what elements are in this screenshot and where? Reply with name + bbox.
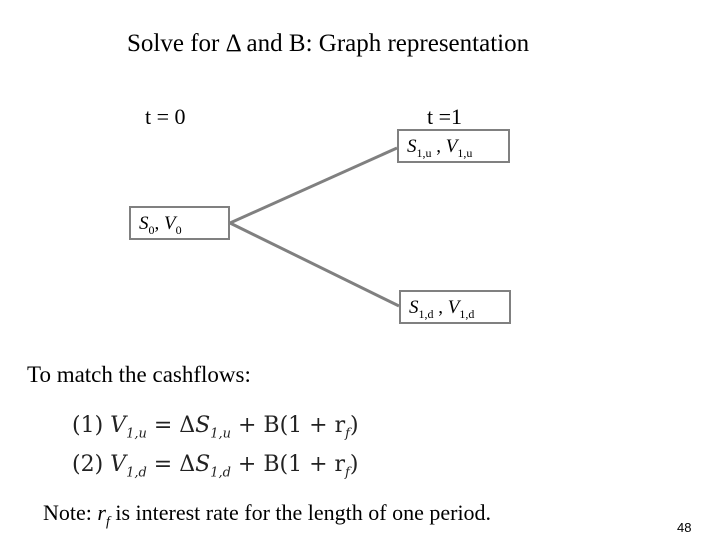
eq2-s-sub: 1,d [210,465,231,481]
node-up-s: S [407,136,417,157]
node-down-v-sub: 1,d [459,306,475,321]
eq1-rest: + B(1 + r [231,413,346,438]
note-text [43,500,491,530]
node-root-v-sub: 0 [175,222,182,237]
eq2-rest: + B(1 + r [230,452,346,477]
eq1-equals: = Δ [146,413,196,438]
note-var-letter: r [97,500,106,525]
eq1-lhs-sub: 1,u [126,426,147,442]
eq1-close: ) [349,413,359,438]
note-var [97,500,110,530]
node-down-state [399,290,511,324]
page-number: 48 [677,520,692,535]
node-down-s-sub: 1,d [418,306,434,321]
time-label-t0: t = 0 [145,104,186,129]
node-up-v-sub: 1,u [457,145,473,160]
eq1-r-sub: f [345,426,350,442]
eq1-lhs: V [110,413,127,438]
node-down-v: V [447,297,460,318]
node-root-state [129,206,230,240]
note-suffix: is interest rate for the length of one period. [109,500,492,525]
node-up-s-sub: 1,u [416,145,432,160]
eq2-number: (2) [72,452,104,477]
eq2-close: ) [349,452,359,477]
eq2-lhs: V [110,452,127,477]
eq2-lhs-sub: 1,d [126,465,147,481]
node-root-s-sub: 0 [148,222,155,237]
note-prefix: Note: [43,500,98,525]
node-up-sep: , [431,136,446,157]
eq2-r-sub: f [345,465,350,481]
slide-title: Solve for Δ and B: Graph representation [127,30,530,57]
time-label-t1: t =1 [427,104,463,129]
edge-up [230,148,397,223]
node-up-state [397,129,510,163]
node-down-s: S [409,297,419,318]
eq2-s: S [195,452,211,477]
eq1-s-sub: 1,u [210,426,232,442]
edge-down [230,223,399,306]
node-root-v: V [164,213,176,234]
eq1-number: (1) [72,413,104,438]
eq2-equals: = Δ [146,452,196,477]
node-down-sep: , [433,297,448,318]
eq1-s: S [195,413,211,438]
note-var-sub: f [105,514,110,530]
equation-1 [72,413,359,441]
node-root-s: S [139,213,149,234]
node-root-sep: , [154,213,164,234]
equation-2 [72,452,358,480]
cashflows-heading: To match the cashflows: [27,362,251,387]
node-up-v: V [445,136,458,157]
